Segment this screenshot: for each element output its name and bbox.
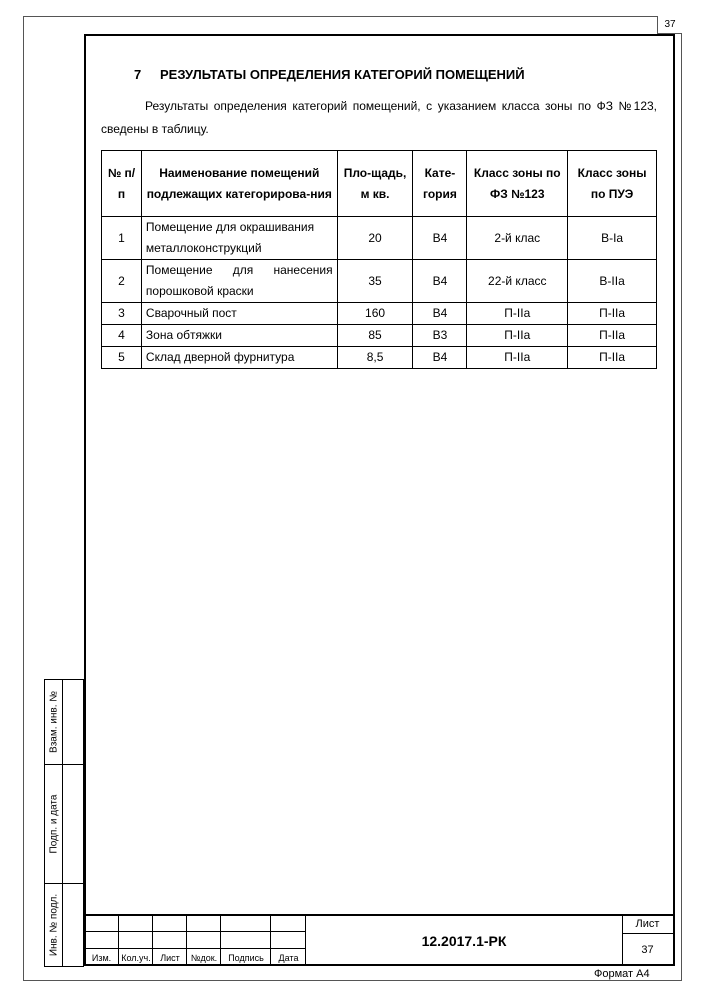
intro-paragraph: Результаты определения категорий помещений, с указанием класса зоны по ФЗ №123, сведены в таблицу. [101,99,657,136]
cell-category: В4 [413,347,467,369]
cell-category: В4 [413,217,467,260]
table-row [102,325,657,347]
header-cell: № п/п [102,151,142,217]
cell-room-name: Склад дверной фурнитура [141,347,337,369]
table-header-row [102,151,657,217]
section-title: РЕЗУЛЬТАТЫ ОПРЕДЕЛЕНИЯ КАТЕГОРИЙ ПОМЕЩЕНИЙ [160,67,525,82]
side-label-sign-date: Подп. и дата [48,794,59,854]
tb-label-count: Кол.уч. [121,953,151,963]
title-block [84,914,675,966]
header-cell: Кате-гория [413,151,467,217]
section-number: 7 [134,67,142,82]
cell-pue-zone-class: П-IIа [568,347,657,369]
results-table [101,150,657,369]
table-row [102,217,657,260]
cell-room-name: Сварочный пост [141,303,337,325]
cell-category: В4 [413,303,467,325]
side-stamp-inv-original [44,883,84,967]
cell-number: 5 [102,347,142,369]
header-cell: Класс зоны по ФЗ №123 [467,151,568,217]
section-heading [134,67,525,82]
tb-label-change: Изм. [91,953,112,963]
cell-area: 35 [337,260,413,303]
header-cell: Класс зоны по ПУЭ [568,151,657,217]
document-code: 12.2017.1-РК [421,933,507,949]
side-label-replace-inv: Взам. инв. № [48,691,59,753]
table-row [102,303,657,325]
cell-fz-zone-class: П-IIа [467,347,568,369]
cell-fz-zone-class: 2-й клас [467,217,568,260]
header-cell: Пло-щадь, м кв. [337,151,413,217]
table-row [102,347,657,369]
cell-fz-zone-class: П-IIа [467,303,568,325]
cell-fz-zone-class: 22-й класс [467,260,568,303]
cell-area: 160 [337,303,413,325]
top-page-number: 37 [657,16,682,34]
tb-label-signature: Подпись [228,953,264,963]
cell-number: 4 [102,325,142,347]
cell-area: 8,5 [337,347,413,369]
cell-category: В4 [413,260,467,303]
cell-area: 20 [337,217,413,260]
cell-area: 85 [337,325,413,347]
tb-label-doc-number: №док. [190,953,218,963]
tb-label-sheet: Лист [160,953,180,963]
cell-pue-zone-class: П-IIа [568,303,657,325]
table-row [102,260,657,303]
header-cell: Наименование помещений подлежащих категорирова-ния [141,151,337,217]
cell-pue-zone-class: П-IIа [568,325,657,347]
cell-pue-zone-class: В-IIа [568,260,657,303]
cell-room-name: Зона обтяжки [141,325,337,347]
cell-category: В3 [413,325,467,347]
tb-label-date: Дата [278,953,299,963]
cell-pue-zone-class: В-Iа [568,217,657,260]
format-label: Формат А4 [594,968,650,980]
sheet-label: Лист [622,916,673,934]
cell-room-name: Помещение для нанесения порошковой краски [141,260,337,303]
cell-number: 2 [102,260,142,303]
cell-number: 1 [102,217,142,260]
sheet-number: 37 [641,944,654,956]
cell-room-name: Помещение для окрашивания металлоконструкций [141,217,337,260]
side-label-inv-original: Инв. № подл. [48,893,59,957]
side-stamp-replace-inv [44,679,84,765]
cell-fz-zone-class: П-IIа [467,325,568,347]
cell-number: 3 [102,303,142,325]
side-stamp-sign-date [44,764,84,884]
